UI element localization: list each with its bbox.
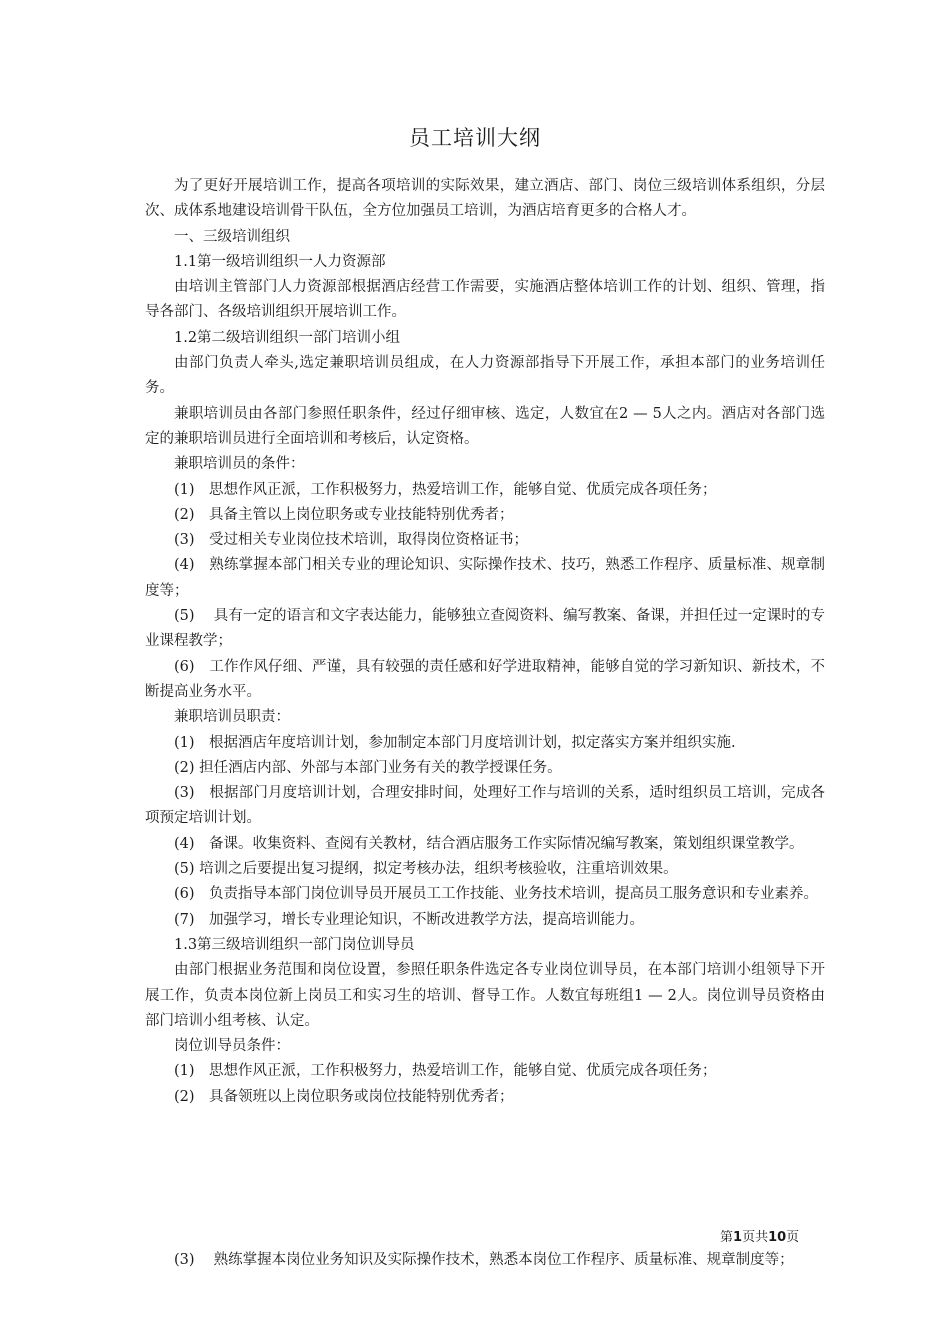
document-title: 员工培训大纲: [409, 126, 541, 150]
subsection-heading: 1.3第三级培训组织一部门岗位训导员: [174, 936, 415, 953]
footer-total-pages: 10: [768, 1230, 787, 1245]
list-item: (2) 担任酒店内部、外部与本部门业务有关的教学授课任务。: [174, 759, 562, 776]
page-footer: [720, 1226, 799, 1245]
subsection-heading: 1.2第二级培训组织一部门培训小组: [174, 329, 401, 346]
list-item: (2) 具备领班以上岗位职务或岗位技能特别优秀者；: [174, 1088, 514, 1105]
footer-page-number: 1: [733, 1230, 743, 1245]
list-item: (5) 具有一定的语言和文字表达能力，能够独立查阅资料、编写教案、备课，并担任过一定课时的专业课程教学；: [145, 608, 825, 650]
list-item: (3) 根据部门月度培训计划，合理安排时间，处理好工作与培训的关系，适时组织员工培训，完成各项预定培训计划。: [145, 785, 825, 827]
paragraph: 由部门根据业务范围和岗位设置，参照任职条件选定各专业岗位训导员，在本部门培训小组领导下开展工作，负责本岗位新上岗员工和实习生的培训、督导工作。人数宜每班组1 — 2人。岗位训导员资格由部门培训小组考核、认定。: [145, 962, 825, 1029]
list-item: (4) 备课。收集资料、查阅有关教材，结合酒店服务工作实际情况编写教案，策划组织课堂教学。: [174, 835, 804, 852]
paragraph: 兼职培训员由各部门参照任职条件，经过仔细审核、选定，人数宜在2 — 5人之内。酒店对各部门选定的兼职培训员进行全面培训和考核后，认定资格。: [145, 405, 825, 447]
list-item: (5) 培训之后要提出复习提纲，拟定考核办法，组织考核验收，注重培训效果。: [174, 861, 678, 878]
list-heading: 兼职培训员职责：: [174, 709, 290, 726]
footer-prefix: 第: [720, 1230, 734, 1245]
list-item: (6) 负责指导本部门岗位训导员开展员工工作技能、业务技术培训，提高员工服务意识和专业素养。: [174, 886, 819, 903]
list-item: (7) 加强学习，增长专业理论知识，不断改进教学方法，提高培训能力。: [174, 911, 645, 928]
list-item: (4) 熟练掌握本部门相关专业的理论知识、实际操作技术、技巧，熟悉工作程序、质量标准、规章制度等；: [145, 557, 825, 599]
section-heading: 一、三级培训组织: [174, 228, 290, 245]
footer-suffix: 页: [786, 1230, 800, 1245]
footer-middle: 页共: [742, 1230, 769, 1245]
list-item: (1) 思想作风正派，工作积极努力，热爱培训工作，能够自觉、优质完成各项任务；: [174, 1063, 717, 1080]
list-item: (6) 工作作风仔细、严谨，具有较强的责任感和好学进取精神，能够自觉的学习新知识、新技术，不断提高业务水平。: [145, 658, 825, 700]
subsection-heading: 1.1第一级培训组织一人力资源部: [174, 253, 386, 270]
document-body: [145, 174, 825, 1110]
list-heading: 岗位训导员条件：: [174, 1038, 290, 1055]
list-heading: 兼职培训员的条件：: [174, 456, 305, 473]
paragraph: 由部门负责人牵头,选定兼职培训员组成，在人力资源部指导下开展工作，承担本部门的业务培训任务。: [145, 355, 825, 397]
paragraph: 为了更好开展培训工作，提高各项培训的实际效果，建立酒店、部门、岗位三级培训体系组织，分层次、成体系地建设培训骨干队伍，全方位加强员工培训，为酒店培育更多的合格人才。: [145, 178, 825, 220]
list-item: (1) 根据酒店年度培训计划，参加制定本部门月度培训计划，拟定落实方案并组织实施.: [174, 734, 736, 751]
list-item: (3) 熟练掌握本岗位业务知识及实际操作技术，熟悉本岗位工作程序、质量标准、规章制度等；: [174, 1252, 794, 1268]
list-item: (2) 具备主管以上岗位职务或专业技能特别优秀者；: [174, 506, 514, 523]
next-page-body: [145, 1248, 825, 1273]
list-item: (3) 受过相关专业岗位技术培训，取得岗位资格证书；: [174, 532, 529, 549]
list-item: (1) 思想作风正派，工作积极努力，热爱培训工作，能够自觉、优质完成各项任务；: [174, 481, 717, 498]
paragraph: 由培训主管部门人力资源部根据酒店经营工作需要，实施酒店整体培训工作的计划、组织、管理，指导各部门、各级培训组织开展培训工作。: [145, 279, 825, 321]
